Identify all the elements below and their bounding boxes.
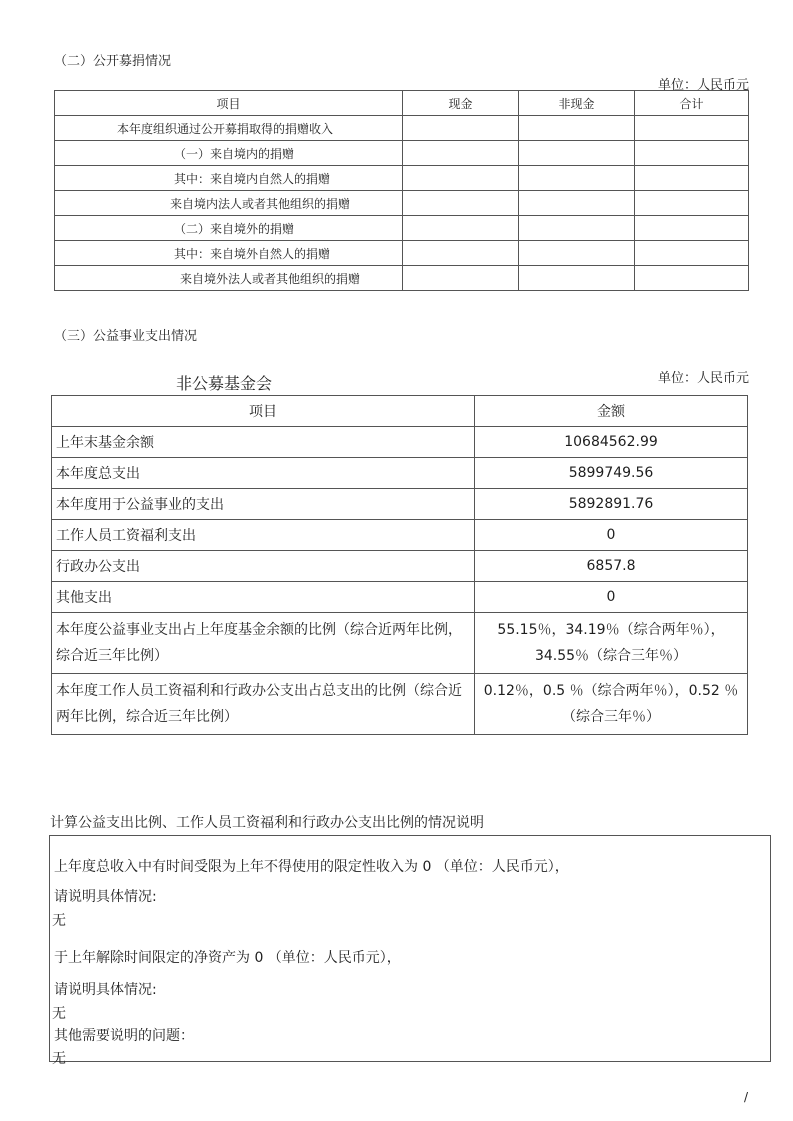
amount-cell: 5899749.56	[475, 458, 748, 489]
note-line-answer: 无	[52, 913, 66, 929]
table-row	[52, 489, 748, 520]
notes-heading: 计算公益支出比例、工作人员工资福利和行政办公支出比例的情况说明	[50, 815, 484, 831]
section3-subtitle: 非公募基金会	[176, 374, 273, 393]
table-row	[55, 166, 749, 191]
row-item: 行政办公支出	[52, 551, 475, 582]
total-cell	[635, 141, 749, 166]
note-line-other-issues: 其他需要说明的问题：	[54, 1028, 194, 1044]
total-cell	[635, 191, 749, 216]
amount-line-1: 55.15％，34.19％（综合两年％），	[497, 622, 725, 638]
table-row	[52, 458, 748, 489]
row-item: 来自境内法人或者其他组织的捐赠	[55, 191, 403, 216]
total-cell	[635, 241, 749, 266]
header-item: 项目	[52, 396, 475, 427]
row-item: （二）来自境外的捐赠	[55, 216, 403, 241]
row-item: （一）来自境内的捐赠	[55, 141, 403, 166]
note-line-answer: 无	[52, 1006, 66, 1022]
table-row	[55, 241, 749, 266]
noncash-cell	[519, 241, 635, 266]
table-row	[55, 191, 749, 216]
table-row	[52, 674, 748, 735]
row-item: 其他支出	[52, 582, 475, 613]
table-row	[52, 582, 748, 613]
note-line-released-assets: 于上年解除时间限定的净资产为 0 （单位：人民币元），	[54, 950, 401, 966]
amount-cell	[475, 674, 748, 735]
header-cash: 现金	[403, 91, 519, 116]
section2-heading: （二）公开募捐情况	[54, 54, 172, 69]
row-item-line-2: 综合近三年比例）	[56, 648, 168, 664]
note-line-explain-label: 请说明具体情况:	[54, 889, 157, 905]
cash-cell	[403, 141, 519, 166]
note-line-answer: 无	[52, 1051, 66, 1067]
table-row	[55, 216, 749, 241]
row-item: 本年度组织通过公开募捐取得的捐赠收入	[55, 116, 403, 141]
cash-cell	[403, 216, 519, 241]
row-item-line-2: 两年比例，综合近三年比例）	[56, 709, 238, 725]
header-amount: 金额	[475, 396, 748, 427]
table-header-row	[52, 396, 748, 427]
cash-cell	[403, 166, 519, 191]
cash-cell	[403, 116, 519, 141]
table-row	[52, 427, 748, 458]
table-row	[55, 266, 749, 291]
noncash-cell	[519, 116, 635, 141]
section3-unit: 单位：人民币元	[657, 371, 749, 386]
row-item: 本年度总支出	[52, 458, 475, 489]
header-total: 合计	[635, 91, 749, 116]
row-item: 其中：来自境外自然人的捐赠	[55, 241, 403, 266]
table-row	[52, 520, 748, 551]
amount-cell	[475, 613, 748, 674]
row-item-line-1: 本年度工作人员工资福利和行政办公支出占总支出的比例（综合近	[56, 683, 462, 699]
cash-cell	[403, 241, 519, 266]
total-cell	[635, 216, 749, 241]
row-item: 本年度用于公益事业的支出	[52, 489, 475, 520]
row-item: 工作人员工资福利支出	[52, 520, 475, 551]
page-mark: /	[744, 1090, 749, 1104]
public-welfare-expense-table	[51, 395, 748, 735]
row-item-line-1: 本年度公益事业支出占上年度基金余额的比例（综合近两年比例，	[56, 622, 462, 638]
row-item: 来自境外法人或者其他组织的捐赠	[55, 266, 403, 291]
total-cell	[635, 166, 749, 191]
table-row	[55, 116, 749, 141]
cash-cell	[403, 266, 519, 291]
noncash-cell	[519, 216, 635, 241]
noncash-cell	[519, 141, 635, 166]
section2-unit: 单位：人民币元	[657, 78, 749, 93]
public-fundraising-table	[54, 90, 749, 291]
table-row	[52, 551, 748, 582]
noncash-cell	[519, 191, 635, 216]
amount-cell: 0	[475, 582, 748, 613]
row-item: 其中：来自境内自然人的捐赠	[55, 166, 403, 191]
table-row	[55, 141, 749, 166]
amount-line-2: 34.55％（综合三年％）	[534, 648, 688, 664]
header-noncash: 非现金	[519, 91, 635, 116]
total-cell	[635, 266, 749, 291]
row-item	[52, 613, 475, 674]
noncash-cell	[519, 266, 635, 291]
table-row	[52, 613, 748, 674]
total-cell	[635, 116, 749, 141]
amount-cell: 6857.8	[475, 551, 748, 582]
amount-line-2: （综合三年％）	[562, 709, 660, 725]
notes-box	[49, 835, 771, 1067]
row-item: 上年末基金余额	[52, 427, 475, 458]
note-line-explain-label: 请说明具体情况:	[54, 982, 157, 998]
header-item: 项目	[55, 91, 403, 116]
table-header-row	[55, 91, 749, 116]
amount-cell: 0	[475, 520, 748, 551]
amount-cell: 10684562.99	[475, 427, 748, 458]
noncash-cell	[519, 166, 635, 191]
section3-heading: （三）公益事业支出情况	[54, 329, 198, 344]
note-line-restricted-income: 上年度总收入中有时间受限为上年不得使用的限定性收入为 0 （单位：人民币元），	[54, 859, 569, 875]
row-item	[52, 674, 475, 735]
cash-cell	[403, 191, 519, 216]
amount-cell: 5892891.76	[475, 489, 748, 520]
amount-line-1: 0.12％，0.5 ％（综合两年％），0.52 ％	[483, 683, 739, 699]
